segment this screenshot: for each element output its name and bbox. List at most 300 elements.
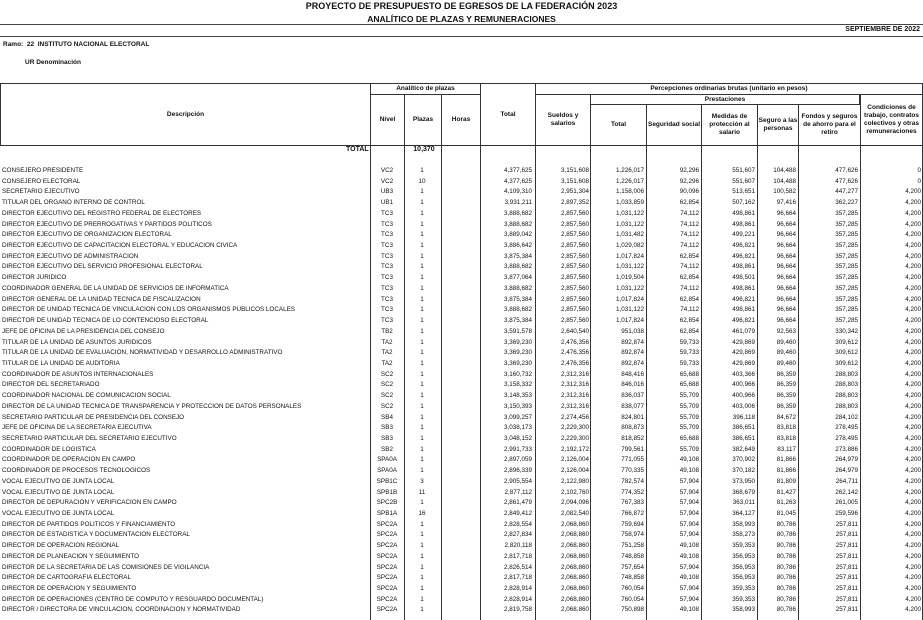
col-analitico: Analítico de plazas (370, 83, 481, 95)
row-descripcion: DIRECTOR DE CARTOGRAFIA ELECTORAL (2, 574, 131, 582)
row-sueldos: 3,151,608 (560, 167, 589, 174)
row-seguridad-social: 55,709 (679, 445, 699, 453)
row-fondos: 257,811 (835, 542, 858, 550)
row-seguro: 96,664 (776, 263, 796, 271)
row-total: 3,048,152 (503, 434, 532, 442)
row-plazas: 16 (418, 510, 426, 517)
row-descripcion: DIRECTOR / DIRECTORA DE VINCULACION, COORDINACION Y NORMATIVIDAD (2, 606, 241, 614)
table-row (0, 584, 923, 595)
row-sueldos: 2,094,096 (560, 499, 589, 507)
table-row (0, 541, 923, 552)
row-nivel: TC3 (381, 306, 393, 314)
row-descripcion: VOCAL EJECUTIVO DE JUNTA LOCAL (2, 488, 115, 496)
row-plazas: 1 (420, 209, 424, 217)
row-total: 4,377,625 (503, 177, 532, 185)
row-prestaciones-total: 774,352 (621, 488, 644, 496)
row-sueldos: 2,229,300 (560, 424, 589, 432)
row-prestaciones-total: 1,019,504 (615, 274, 644, 282)
table-row (0, 284, 923, 295)
row-fondos: 357,285 (835, 263, 858, 271)
row-sueldos: 2,640,540 (560, 327, 589, 335)
row-nivel: TC3 (381, 242, 393, 250)
row-seguridad-social: 57,904 (679, 595, 699, 603)
col-seguro: Seguro a las personas (757, 104, 799, 146)
row-plazas: 1 (420, 606, 424, 614)
row-plazas: 1 (420, 563, 424, 571)
row-nivel: TA2 (381, 338, 393, 346)
row-condiciones: 4,200 (905, 263, 921, 271)
row-total: 3,875,384 (503, 252, 532, 260)
row-fondos: 264,711 (835, 477, 858, 485)
row-fondos: 278,495 (835, 424, 858, 432)
row-descripcion: SECRETARIO PARTICULAR DEL SECRETARIO EJECUTIVO (2, 434, 177, 442)
row-seguridad-social: 49,108 (679, 456, 699, 464)
row-sueldos: 2,857,560 (560, 231, 589, 239)
row-seguridad-social: 62,854 (679, 317, 699, 325)
row-plazas: 1 (420, 531, 424, 539)
row-descripcion: SECRETARIO EJECUTIVO (2, 188, 80, 196)
row-condiciones: 4,200 (905, 402, 921, 410)
row-sueldos: 2,476,356 (560, 338, 589, 346)
row-condiciones: 4,200 (905, 434, 921, 442)
row-nivel: SPB1B (376, 488, 398, 496)
row-seguridad-social: 74,112 (680, 242, 699, 250)
row-condiciones: 4,200 (905, 606, 921, 614)
col-horas: Horas (441, 94, 481, 146)
table-row (0, 509, 923, 520)
row-condiciones: 4,200 (905, 209, 921, 217)
report-title: PROYECTO DE PRESUPUESTO DE EGRESOS DE LA FEDERACIÓN 2023 (305, 1, 618, 11)
row-fondos: 257,811 (835, 563, 858, 571)
row-total: 3,888,682 (503, 284, 532, 292)
row-plazas: 1 (420, 542, 424, 550)
row-nivel: SPC2A (376, 606, 398, 614)
row-descripcion: VOCAL EJECUTIVO DE JUNTA LOCAL (2, 477, 115, 485)
row-fondos: 257,811 (835, 595, 858, 603)
row-total: 3,038,173 (503, 424, 532, 432)
row-sueldos: 2,476,356 (560, 349, 589, 357)
row-descripcion: DIRECTOR DE PLANEACION Y SEGUIMIENTO (2, 552, 140, 560)
row-seguro: 96,664 (776, 252, 796, 260)
row-descripcion: TITULAR DE LA UNIDAD DE ASUNTOS JURIDICOS (2, 338, 152, 346)
table-row (0, 520, 923, 531)
row-nivel: SPC2A (376, 542, 398, 550)
row-sueldos: 2,068,860 (560, 585, 589, 593)
row-seguridad-social: 62,854 (679, 327, 699, 335)
row-plazas: 1 (420, 520, 424, 528)
table-row (0, 316, 923, 327)
table-row (0, 423, 923, 434)
row-total: 2,896,339 (503, 467, 532, 475)
row-descripcion: COORDINADOR DE OPERACION EN CAMPO (2, 456, 136, 464)
row-fondos: 357,285 (835, 274, 858, 282)
row-plazas: 1 (420, 306, 424, 314)
row-seguridad-social: 55,709 (679, 402, 699, 410)
row-fondos: 288,803 (835, 392, 858, 400)
row-seguridad-social: 92,296 (679, 167, 699, 174)
row-prestaciones-total: 766,872 (621, 510, 644, 517)
row-plazas: 10 (418, 177, 426, 185)
row-plazas: 1 (420, 552, 424, 560)
row-total: 2,877,112 (504, 488, 532, 496)
row-nivel: SPA0A (377, 456, 397, 464)
row-medidas: 496,821 (732, 317, 755, 325)
row-plazas: 1 (420, 242, 424, 250)
row-plazas: 1 (420, 456, 424, 464)
row-medidas: 551,607 (732, 177, 755, 185)
row-plazas: 11 (418, 488, 426, 496)
row-descripcion: DIRECTOR DE PARTIDOS POLITICOS Y FINANCIAMIENTO (2, 520, 176, 528)
row-plazas: 1 (420, 359, 424, 367)
row-condiciones: 4,200 (905, 252, 921, 260)
row-nivel: TA2 (381, 349, 393, 357)
row-medidas: 363,011 (732, 499, 755, 507)
table-row (0, 370, 923, 381)
row-prestaciones-total: 757,654 (621, 563, 644, 571)
row-seguridad-social: 74,112 (680, 263, 699, 271)
row-medidas: 358,993 (732, 606, 755, 614)
row-nivel: SPB1C (376, 477, 398, 485)
row-seguro: 80,786 (776, 531, 796, 539)
row-seguro: 89,460 (776, 359, 796, 367)
row-seguro: 81,045 (776, 510, 796, 517)
row-total: 3,888,682 (503, 263, 532, 271)
row-condiciones: 4,200 (905, 520, 921, 528)
row-nivel: SPC2A (376, 531, 398, 539)
table-row (0, 595, 923, 606)
row-medidas: 364,127 (732, 510, 755, 517)
table-row (0, 359, 923, 370)
row-total: 2,819,758 (503, 606, 532, 614)
row-nivel: SPA0A (377, 467, 397, 475)
row-medidas: 386,651 (732, 434, 755, 442)
table-row (0, 552, 923, 563)
table-row (0, 166, 923, 177)
row-seguro: 80,786 (776, 520, 796, 528)
row-descripcion: CONSEJERO ELECTORAL (2, 177, 81, 185)
row-nivel: SB3 (381, 424, 393, 432)
row-fondos: 357,285 (835, 252, 858, 260)
row-prestaciones-total: 836,037 (621, 392, 644, 400)
row-descripcion: COORDINADOR DE ASUNTOS INTERNACIONALES (2, 370, 154, 378)
row-total: 3,875,384 (503, 295, 532, 303)
row-prestaciones-total: 750,898 (621, 606, 644, 614)
row-condiciones: 4,200 (905, 552, 921, 560)
row-sueldos: 2,068,860 (560, 595, 589, 603)
row-descripcion: DIRECTOR EJECUTIVO DEL SERVICIO PROFESIONAL ELECTORAL (2, 263, 203, 271)
row-descripcion: DIRECTOR DE ESTADISTICA Y DOCUMENTACION ELECTORAL (2, 531, 190, 539)
row-condiciones: 4,200 (905, 349, 921, 357)
row-fondos: 278,495 (835, 434, 858, 442)
row-plazas: 1 (420, 167, 424, 174)
row-total: 2,849,412 (503, 510, 532, 517)
row-fondos: 261,005 (835, 499, 858, 507)
row-nivel: TC3 (381, 295, 393, 303)
row-nivel: SPB1A (376, 510, 398, 517)
row-descripcion: SECRETARIO PARTICULAR DE PRESIDENCIA DEL CONSEJO (2, 413, 185, 421)
row-sueldos: 2,126,004 (560, 456, 589, 464)
row-fondos: 357,285 (835, 209, 858, 217)
row-sueldos: 2,857,560 (560, 317, 589, 325)
row-prestaciones-total: 892,874 (621, 349, 644, 357)
row-sueldos: 2,068,860 (560, 574, 589, 582)
table-row (0, 252, 923, 263)
row-nivel: TB2 (381, 327, 393, 335)
row-seguridad-social: 90,096 (679, 188, 699, 196)
row-seguridad-social: 57,904 (679, 563, 699, 571)
row-seguridad-social: 57,904 (679, 488, 699, 496)
row-plazas: 1 (420, 499, 424, 507)
row-fondos: 288,803 (835, 381, 858, 389)
row-seguridad-social: 74,112 (680, 231, 699, 239)
row-fondos: 259,596 (835, 510, 858, 517)
row-seguridad-social: 49,108 (679, 574, 699, 582)
row-seguro: 80,786 (776, 574, 796, 582)
row-fondos: 309,612 (835, 338, 858, 346)
row-sueldos: 2,857,560 (560, 274, 589, 282)
row-total: 3,931,211 (504, 199, 532, 207)
row-descripcion: DIRECTOR EJECUTIVO DE CAPACITACION ELECTORAL Y EDUCACION CIVICA (2, 242, 238, 250)
table-row (0, 273, 923, 284)
row-condiciones: 4,200 (905, 510, 921, 517)
row-sueldos: 2,951,304 (560, 188, 589, 196)
row-seguridad-social: 55,709 (679, 413, 699, 421)
row-nivel: SB4 (381, 413, 393, 421)
row-seguro: 96,664 (776, 242, 796, 250)
table-row (0, 391, 923, 402)
row-prestaciones-total: 848,416 (621, 370, 644, 378)
row-descripcion: TITULAR DEL ORGANO INTERNO DE CONTROL (2, 199, 145, 207)
ur-label: UR Denominación (25, 59, 81, 66)
row-condiciones: 4,200 (905, 424, 921, 432)
row-condiciones: 4,200 (905, 284, 921, 292)
row-seguro: 89,460 (776, 338, 796, 346)
row-medidas: 359,353 (732, 542, 755, 550)
row-condiciones: 4,200 (905, 274, 921, 282)
row-total: 2,897,059 (503, 456, 532, 464)
row-prestaciones-total: 760,054 (621, 595, 644, 603)
row-total: 3,160,732 (503, 370, 532, 378)
row-seguro: 81,866 (776, 456, 796, 464)
row-total: 3,158,332 (503, 381, 532, 389)
row-condiciones: 4,200 (905, 199, 921, 207)
col-descripcion: Descripción (0, 83, 371, 146)
row-condiciones: 4,200 (905, 595, 921, 603)
row-seguro: 83,117 (777, 445, 796, 453)
row-fondos: 357,285 (835, 242, 858, 250)
row-nivel: SPC2A (376, 520, 398, 528)
row-seguridad-social: 59,733 (679, 359, 699, 367)
row-nivel: VC2 (380, 177, 394, 185)
row-condiciones: 4,200 (905, 188, 921, 196)
row-sueldos: 2,857,560 (560, 284, 589, 292)
row-plazas: 1 (420, 370, 424, 378)
row-total: 3,889,042 (503, 231, 532, 239)
row-medidas: 400,966 (732, 392, 755, 400)
row-fondos: 330,342 (835, 327, 858, 335)
row-prestaciones-total: 1,031,122 (615, 306, 644, 314)
row-seguro: 92,563 (776, 327, 796, 335)
row-plazas: 1 (420, 295, 424, 303)
row-sueldos: 2,068,860 (560, 552, 589, 560)
row-medidas: 496,821 (732, 295, 755, 303)
row-nivel: TA2 (381, 359, 393, 367)
row-prestaciones-total: 808,873 (621, 424, 644, 432)
row-prestaciones-total: 951,038 (621, 327, 644, 335)
table-row (0, 348, 923, 359)
row-sueldos: 2,082,540 (560, 510, 589, 517)
row-sueldos: 2,857,560 (560, 252, 589, 260)
table-row (0, 498, 923, 509)
row-prestaciones-total: 751,258 (621, 542, 644, 550)
row-descripcion: COORDINADOR DE PROCESOS TECNOLOGICOS (2, 467, 151, 475)
row-descripcion: DIRECTOR DE OPERACION REGIONAL (2, 542, 120, 550)
table-row (0, 402, 923, 413)
row-medidas: 400,966 (732, 381, 755, 389)
row-descripcion: DIRECTOR DE UNIDAD TECNICA DE LO CONTENCIOSO ELECTORAL (2, 317, 209, 325)
col-total: Total (480, 83, 536, 146)
table-row (0, 209, 923, 220)
table-header (0, 83, 923, 146)
row-seguridad-social: 57,904 (679, 477, 699, 485)
row-plazas: 1 (420, 317, 424, 325)
row-medidas: 498,861 (732, 284, 755, 292)
row-nivel: UB3 (380, 188, 394, 196)
row-seguro: 96,664 (776, 284, 796, 292)
row-fondos: 257,811 (835, 531, 858, 539)
row-prestaciones-total: 1,031,122 (615, 284, 644, 292)
row-fondos: 309,612 (835, 349, 858, 357)
row-prestaciones-total: 1,226,017 (615, 177, 644, 185)
row-prestaciones-total: 771,055 (621, 456, 644, 464)
table-row (0, 262, 923, 273)
row-seguridad-social: 62,854 (679, 295, 699, 303)
report-subtitle: ANALÍTICO DE PLAZAS Y REMUNERACIONES (367, 14, 556, 24)
row-seguro: 81,866 (776, 467, 796, 475)
row-sueldos: 3,151,608 (560, 177, 589, 185)
row-sueldos: 2,126,004 (560, 467, 589, 475)
row-medidas: 373,950 (732, 477, 755, 485)
row-seguro: 83,818 (776, 424, 796, 432)
row-seguridad-social: 49,108 (679, 542, 699, 550)
row-descripcion: COORDINADOR GENERAL DE LA UNIDAD DE SERVICIOS DE INFORMATICA (2, 284, 229, 292)
row-descripcion: TITULAR DE LA UNIDAD DE AUDITORIA (2, 359, 120, 367)
row-sueldos: 2,857,560 (560, 306, 589, 314)
row-medidas: 498,861 (732, 220, 755, 228)
col-prestaciones: Prestaciones (590, 94, 860, 105)
row-fondos: 264,979 (835, 456, 858, 464)
col-condiciones: Condiciones de trabajo, contratos colectivos y otras remuneraciones (860, 94, 923, 146)
totals-plazas: 10,370 (413, 146, 435, 153)
row-medidas: 370,902 (732, 456, 755, 464)
row-seguro: 83,818 (776, 434, 796, 442)
row-nivel: TC3 (381, 231, 393, 239)
row-seguro: 80,786 (776, 563, 796, 571)
col-prestaciones-total: Total (590, 104, 647, 146)
row-prestaciones-total: 1,029,082 (615, 242, 644, 250)
row-prestaciones-total: 758,974 (621, 531, 644, 539)
row-sueldos: 2,312,316 (560, 381, 589, 389)
row-medidas: 498,861 (732, 263, 755, 271)
row-nivel: SC2 (380, 402, 394, 410)
row-seguridad-social: 74,112 (680, 284, 699, 292)
col-seguridad-social: Seguridad social (646, 104, 702, 146)
row-seguro: 81,263 (776, 499, 796, 507)
row-plazas: 1 (420, 199, 424, 207)
row-medidas: 429,869 (732, 359, 755, 367)
row-fondos: 257,811 (835, 574, 858, 582)
row-descripcion: DIRECTOR EJECUTIVO DE ADMINISTRACION (2, 252, 139, 260)
row-total: 2,820,118 (504, 542, 532, 550)
row-medidas: 382,649 (732, 445, 755, 453)
row-seguro: 104,488 (773, 167, 796, 174)
row-seguridad-social: 57,904 (679, 531, 699, 539)
row-nivel: SPC2A (376, 574, 398, 582)
row-medidas: 429,869 (732, 349, 755, 357)
row-seguridad-social: 59,733 (679, 338, 699, 346)
row-sueldos: 2,476,356 (560, 359, 589, 367)
row-prestaciones-total: 748,858 (621, 574, 644, 582)
row-medidas: 403,006 (732, 402, 755, 410)
row-seguridad-social: 62,854 (679, 199, 699, 207)
row-medidas: 498,501 (732, 274, 755, 282)
row-medidas: 403,366 (732, 370, 755, 378)
table-row (0, 445, 923, 456)
row-condiciones: 4,200 (905, 413, 921, 421)
table-row (0, 488, 923, 499)
row-medidas: 551,607 (732, 167, 755, 174)
row-seguridad-social: 55,709 (679, 424, 699, 432)
col-medidas: Medidas de protección al salario (701, 104, 758, 146)
row-plazas: 1 (420, 574, 424, 582)
row-sueldos: 2,857,560 (560, 209, 589, 217)
row-total: 3,369,230 (503, 349, 532, 357)
row-fondos: 477,626 (835, 167, 858, 174)
row-descripcion: TITULAR DE LA UNIDAD DE EVALUACION, NORMATIVIDAD Y DESARROLLO ADMINISTRATIVO (2, 349, 283, 357)
row-sueldos: 2,068,860 (560, 520, 589, 528)
ramo-number: 22 (26, 41, 35, 48)
row-medidas: 356,953 (732, 563, 755, 571)
row-descripcion: DIRECTOR DE LA SECRETARIA DE LAS COMISIONES DE VIGILANCIA (2, 563, 210, 571)
row-descripcion: DIRECTOR GENERAL DE LA UNIDAD TECNICA DE FISCALIZACION (2, 295, 201, 303)
ramo-label: Ramo: (3, 41, 24, 48)
row-nivel: TC3 (381, 263, 393, 271)
row-seguro: 96,664 (776, 209, 796, 217)
row-seguro: 104,488 (773, 177, 796, 185)
row-total: 3,888,682 (503, 209, 532, 217)
row-prestaciones-total: 1,033,859 (615, 199, 644, 207)
row-medidas: 368,679 (732, 488, 755, 496)
row-condiciones: 4,200 (905, 295, 921, 303)
row-seguro: 100,582 (773, 188, 796, 196)
row-seguridad-social: 65,688 (679, 434, 699, 442)
row-plazas: 1 (420, 338, 424, 346)
row-prestaciones-total: 799,561 (621, 445, 644, 453)
row-sueldos: 2,857,560 (560, 242, 589, 250)
row-sueldos: 2,068,860 (560, 606, 589, 614)
row-prestaciones-total: 846,016 (621, 381, 644, 389)
row-seguro: 86,359 (776, 381, 796, 389)
table-row (0, 295, 923, 306)
row-plazas: 1 (420, 413, 424, 421)
row-nivel: SB3 (381, 434, 393, 442)
row-nivel: TC3 (381, 209, 393, 217)
row-condiciones: 4,200 (905, 231, 921, 239)
row-condiciones: 4,200 (905, 370, 921, 378)
row-descripcion: DIRECTOR JURIDICO (2, 274, 67, 282)
row-fondos: 288,803 (835, 370, 858, 378)
row-condiciones: 4,200 (905, 456, 921, 464)
